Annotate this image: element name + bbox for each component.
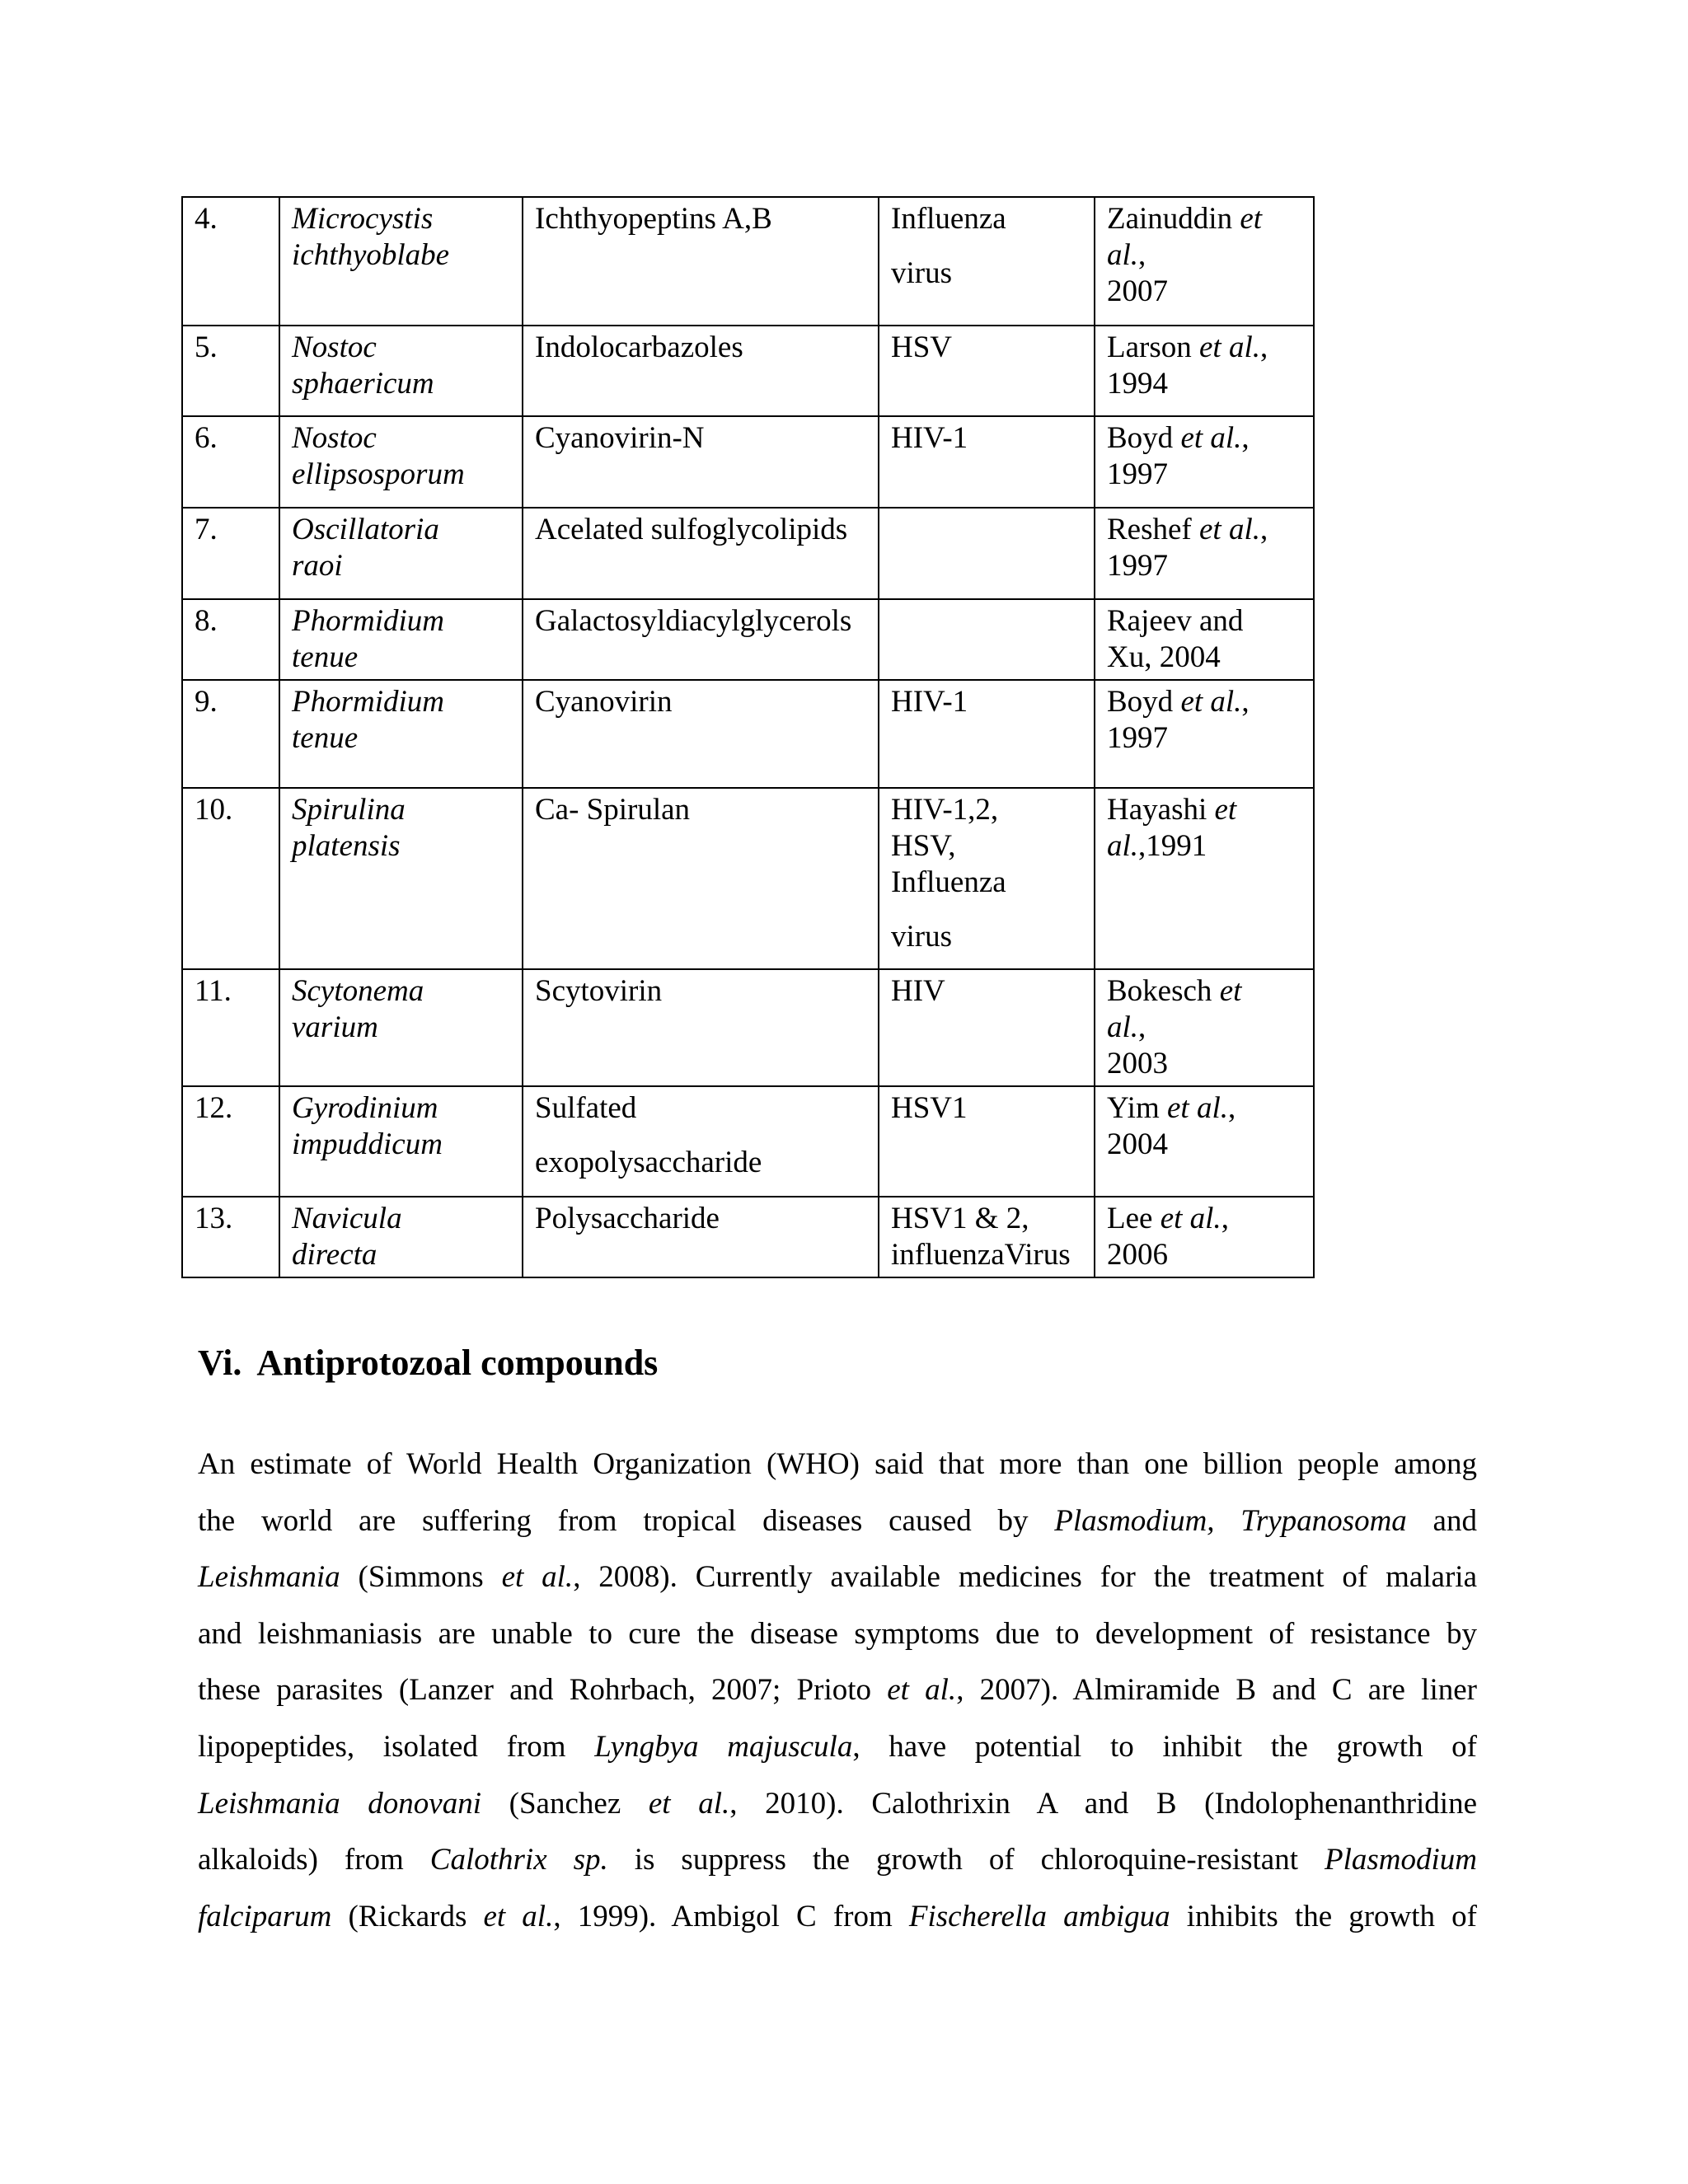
reference: Boyd et al., 1997 [1095,416,1314,508]
row-number: 9. [182,680,279,788]
reference: Rajeev and Xu, 2004 [1095,599,1314,680]
organism-name: Spirulina platensis [279,788,523,969]
compound-name: Cyanovirin [523,680,879,788]
compound-name: Ichthyopeptins A,B [523,197,879,326]
organism-name: Microcystis ichthyoblabe [279,197,523,326]
row-number: 8. [182,599,279,680]
target-virus: HIV-1,2, HSV, Influenza virus [879,788,1095,969]
section-heading [198,1342,658,1384]
organism-name: Oscillatoria raoi [279,508,523,599]
organism-name: Phormidium tenue [279,680,523,788]
section-title: Antiprotozoal compounds [256,1343,659,1383]
reference: Boyd et al., 1997 [1095,680,1314,788]
target-virus: HIV-1 [879,680,1095,788]
reference: Reshef et al., 1997 [1095,508,1314,599]
paragraph-line: these parasites (Lanzer and Rohrbach, 2007; Prioto et al., 2007). Almiramide B and C are liner [198,1673,1477,1708]
compound-name [523,1086,879,1197]
paragraph-line: Leishmania donovani (Sanchez et al., 2010). Calothrixin A and B (Indolophenanthridine [198,1786,1477,1821]
reference: Bokesch et al., 2003 [1095,969,1314,1086]
target-virus [879,508,1095,599]
paragraph-line: lipopeptides, isolated from Lyngbya majuscula, have potential to inhibit the growth of [198,1729,1477,1764]
paragraph-line: An estimate of World Health Organization (WHO) said that more than one billion people among [198,1447,1477,1481]
table-row [182,788,1314,969]
table-row [182,1086,1314,1197]
paragraph-line: alkaloids) from Calothrix sp. is suppress the growth of chloroquine-resistant Plasmodium [198,1843,1477,1877]
compound-name: Cyanovirin-N [523,416,879,508]
compound-name: Acelated sulfoglycolipids [523,508,879,599]
reference: Larson et al., 1994 [1095,326,1314,416]
target-virus: HSV1 & 2, influenzaVirus [879,1197,1095,1277]
target-virus: HIV [879,969,1095,1086]
target-virus: HSV [879,326,1095,416]
organism-name: Phormidium tenue [279,599,523,680]
reference: Hayashi et al.,1991 [1095,788,1314,969]
section-number: Vi. [198,1343,242,1383]
target-virus: HIV-1 [879,416,1095,508]
row-number: 11. [182,969,279,1086]
row-number: 6. [182,416,279,508]
table-row [182,969,1314,1086]
paragraph-line: Leishmania (Simmons et al., 2008). Currently available medicines for the treatment of malaria [198,1560,1477,1595]
antiviral-compounds-table [181,196,1315,1278]
body-paragraph [198,1436,1477,1945]
compound-name: Ca- Spirulan [523,788,879,969]
organism-name: Gyrodinium impuddicum [279,1086,523,1197]
table-row [182,416,1314,508]
reference: Yim et al., 2004 [1095,1086,1314,1197]
table-row [182,1197,1314,1277]
paragraph-line: the world are suffering from tropical diseases caused by Plasmodium, Trypanosoma and [198,1503,1477,1538]
row-number: 5. [182,326,279,416]
table-row [182,197,1314,326]
row-number: 12. [182,1086,279,1197]
reference: Zainuddin et al., 2007 [1095,197,1314,326]
organism-name: Nostoc ellipsosporum [279,416,523,508]
compound-name-text: Sulfated exopolysaccharide [535,1091,762,1179]
table-row [182,326,1314,416]
table-row [182,508,1314,599]
target-virus: Influenza virus [879,197,1095,326]
organism-name: Scytonema varium [279,969,523,1086]
row-number: 13. [182,1197,279,1277]
organism-name: Nostoc sphaericum [279,326,523,416]
reference: Lee et al., 2006 [1095,1197,1314,1277]
compound-name: Galactosyldiacylglycerols [523,599,879,680]
target-virus [879,599,1095,680]
table-row [182,680,1314,788]
paragraph-line: falciparum (Rickards et al., 1999). Ambigol C from Fischerella ambigua inhibits the growth of [198,1899,1477,1933]
compound-name: Scytovirin [523,969,879,1086]
row-number: 7. [182,508,279,599]
row-number: 10. [182,788,279,969]
compound-name: Indolocarbazoles [523,326,879,416]
paragraph-line: and leishmaniasis are unable to cure the disease symptoms due to development of resistance by [198,1616,1477,1651]
row-number: 4. [182,197,279,326]
table-row [182,599,1314,680]
organism-name: Navicula directa [279,1197,523,1277]
target-virus: HSV1 [879,1086,1095,1197]
compound-name: Polysaccharide [523,1197,879,1277]
